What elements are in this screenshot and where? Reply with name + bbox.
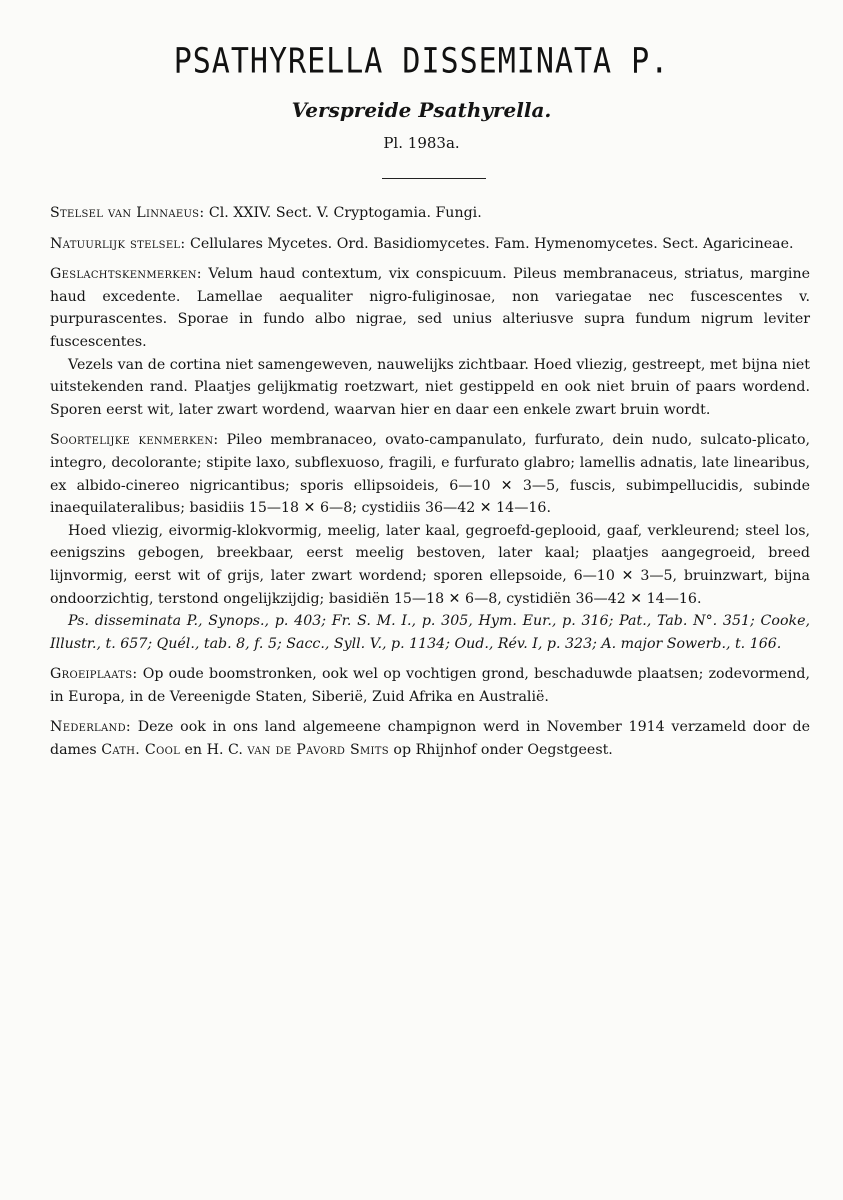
dutch-name: Verspreide Psathyrella. xyxy=(291,98,552,122)
section-label: Geslachtskenmerken: xyxy=(50,266,202,283)
section-natuurlijk xyxy=(50,233,810,256)
section-geslacht-dutch: Vezels van de cortina niet samengeweven, nauwelijks zichtbaar. Hoed vliezig, gestreept, met bijna niet uitstekenden rand. Plaatjes gelijkmatig roetzwart, niet gestippeld en ook niet bruin of paars wordend. Sporen eerst wit, later zwart wordend, waarvan hier en daar een enkele zwart bruin wordt. xyxy=(50,356,810,418)
section-nederland xyxy=(50,716,810,761)
divider xyxy=(382,178,486,179)
section-label: Soortelijke kenmerken: xyxy=(50,432,219,449)
section-soort-latin xyxy=(50,429,810,519)
section-text: Velum haud contextum, vix conspicuum. Pileus membranaceus, striatus, margine haud excedente. Lamellae aequaliter nigro-fuliginosae, non variegatae nec fuscescentes v. purpurascentes. Sporae in fundo albo nigrae, sed unius alteriusve supra fundum nigrum leviter fuscescentes. xyxy=(50,266,810,350)
plate-number: Pl. 1983a. xyxy=(383,134,460,152)
section-label: Nederland: xyxy=(50,719,131,736)
literature-references: Ps. disseminata P., Synops., p. 403; Fr. S. M. I., p. 305, Hym. Eur., p. 316; Pat., Tab. N°. 351; Cooke, Illustr., t. 657; Quél., tab. 8, f. 5; Sacc., Syll. V., p. 1134; Oud., Rév. I, p. 323; A. major Sowerb., t. 166. xyxy=(50,613,810,652)
species-title: PSATHYRELLA DISSEMINATA P. xyxy=(173,41,670,82)
section-linnaeus xyxy=(50,202,810,225)
section-text: Pileo membranaceo, ovato-campanulato, furfurato, dein nudo, sulcato-plicato, integro, decolorante; stipite laxo, subflexuoso, fragili, e furfurato glabro; lamellis adnatis, late linearibus, ex albido-cinereo nigricantibus; sporis ellipsoideis, 6—10 ✕ 3—5, fuscis, subimpellucidis, subinde inaequilateralibus; basidiis 15—18 ✕ 6—8; cystidiis 36—42 ✕ 14—16. xyxy=(50,432,810,517)
section-text: Cl. XXIV. Sect. V. Cryptogamia. Fungi. xyxy=(204,205,482,221)
section-text: Op oude boomstronken, ook wel op vochtigen grond, beschaduwde plaatsen; zodevormend, in Europa, in de Vereenigde Staten, Siberië, Zuid Afrika en Australië. xyxy=(50,666,810,705)
description-body xyxy=(50,202,810,770)
section-label: Groeiplaats: xyxy=(50,666,138,683)
collector-name: Cath. Cool xyxy=(101,742,181,759)
section-text: op Rhijnhof onder Oegstgeest. xyxy=(388,742,613,759)
section-soort-dutch: Hoed vliezig, eivormig-klokvormig, meelig, later kaal, gegroefd-geplooid, gaaf, verkleurend; steel los, eenigszins gebogen, breekbaar, eerst meelig bestoven, later kaal; plaatjes aangegroeid, breed lijnvormig, eerst wit of grijs, later zwart wordend; sporen ellepsoide, 6—10 ✕ 3—5, bruinzwart, bijna ondoorzichtig, terstond ongelijkzijdig; basidiën 15—18 ✕ 6—8, cystidiën 36—42 ✕ 14—16. xyxy=(50,522,810,607)
section-groeiplaats xyxy=(50,663,810,708)
collector-name: van de Pavord Smits xyxy=(247,742,389,759)
section-text: Cellulares Mycetes. Ord. Basidiomycetes. Fam. Hymenomycetes. Sect. Agaricineae. xyxy=(185,235,794,252)
section-text: en H. C. xyxy=(180,742,248,759)
section-label: Stelsel van Linnaeus: xyxy=(50,205,205,221)
section-geslacht-latin xyxy=(50,263,810,353)
section-text: Deze ook in ons land algemeene champignon werd in November 1914 verzameld door de dames xyxy=(50,719,810,759)
section-label: Natuurlijk stelsel: xyxy=(50,235,186,252)
